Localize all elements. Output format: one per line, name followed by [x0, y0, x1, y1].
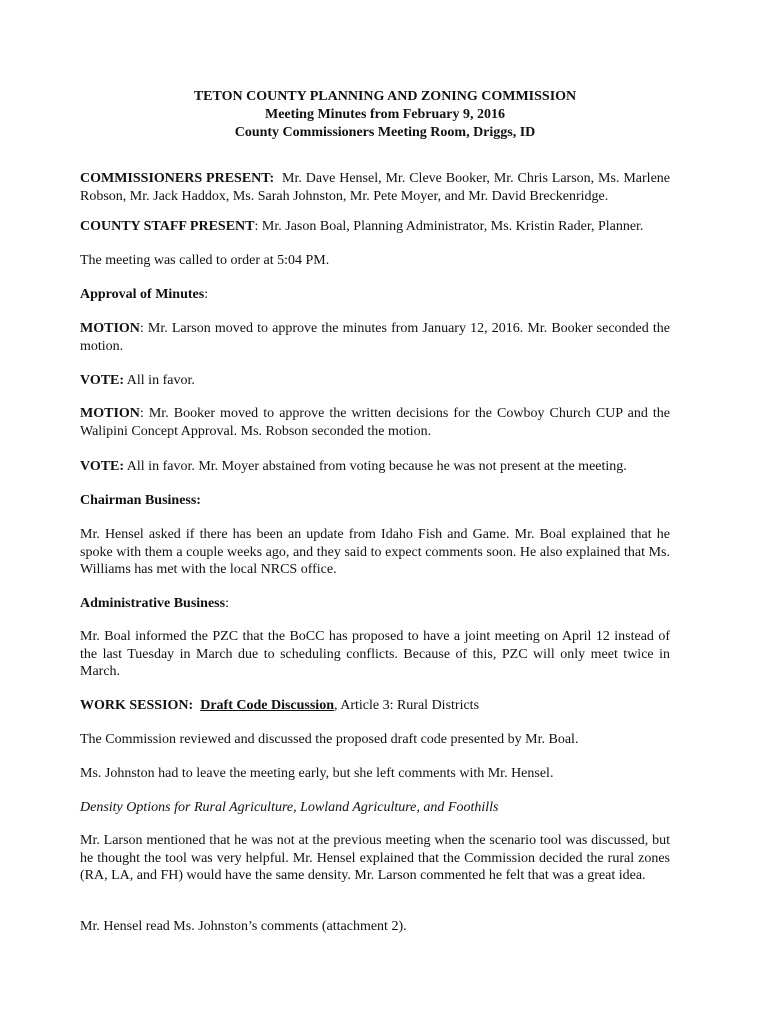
vote-text: All in favor. Mr. Moyer abstained from voting because he was not present at the meeting. [124, 459, 627, 474]
vote-label: VOTE: [80, 373, 125, 388]
density-options-heading: Density Options for Rural Agriculture, Lowland Agriculture, and Foothills [80, 800, 499, 815]
work-session-subject: , Article 3: Rural Districts [333, 698, 480, 713]
chairman-text: Mr. Hensel asked if there has been an update from Idaho Fish and Game. Mr. Boal explained that he spoke with them a couple weeks ago, and they said to expect comments soon. He also explained that Ms. Williams has met with the local NRCS office. [80, 527, 670, 578]
administrative-heading: Administrative Business: [80, 596, 229, 611]
administrative-text: Mr. Boal informed the PZC that the BoCC has proposed to have a joint meeting on April 12 instead of the last Tuesday in March due to scheduling conflicts. Because of this, PZC will only meet twice in March. [80, 629, 670, 680]
vote-label: VOTE: [80, 459, 125, 474]
motion-1 [80, 320, 670, 355]
commission-reviewed: The Commission reviewed and discussed the proposed draft code presented by Mr. Boal. [80, 732, 579, 747]
vote-2 [80, 458, 670, 476]
vote-text: All in favor. [124, 373, 195, 388]
call-to-order: The meeting was called to order at 5:04 PM. [80, 253, 330, 268]
administrative-label: Administrative Business [80, 596, 226, 611]
motion-text: : Mr. Larson moved to approve the minutes from January 12, 2016. Mr. Booker seconded the motion. [80, 321, 670, 354]
larson-paragraph: Mr. Larson mentioned that he was not at the previous meeting when the scenario tool was discussed, but he thought the tool was very helpful. Mr. Hensel explained that the Commission decided the rural zones (RA, LA, and FH) would have the same density. Mr. Larson commented he felt that was a great idea. [80, 833, 670, 884]
motion-2 [80, 405, 670, 440]
staff-present [80, 218, 670, 236]
motion-label: MOTION [80, 321, 140, 336]
motion-label: MOTION [80, 406, 140, 421]
johnston-left: Ms. Johnston had to leave the meeting early, but she left comments with Mr. Hensel. [80, 766, 554, 781]
approval-label: Approval of Minutes [80, 287, 205, 302]
work-session [80, 697, 670, 715]
commissioners-present [80, 170, 670, 205]
work-session-label: WORK SESSION: [80, 698, 194, 713]
staff-list: : Mr. Jason Boal, Planning Administrator, Ms. Kristin Rader, Planner. [254, 219, 644, 234]
chairman-heading: Chairman Business: [80, 493, 201, 508]
document-header [0, 88, 770, 142]
approval-heading: Approval of Minutes: [80, 287, 209, 302]
draft-code-title: Draft Code Discussion [200, 698, 334, 713]
staff-label: COUNTY STAFF PRESENT [80, 219, 255, 234]
commissioners-list: Mr. Dave Hensel, Mr. Cleve Booker, Mr. Chris Larson, Ms. Marlene Robson, Mr. Jack Haddox, Ms. Sarah Johnston, Mr. Pete Moyer, and Mr. David Breckenridge. [80, 171, 670, 204]
commissioners-label: COMMISSIONERS PRESENT: [80, 171, 275, 186]
header-title: TETON COUNTY PLANNING AND ZONING COMMISSION [193, 89, 577, 104]
header-location: County Commissioners Meeting Room, Driggs, ID [234, 125, 536, 140]
hensel-read-comments: Mr. Hensel read Ms. Johnston’s comments (attachment 2). [80, 919, 407, 934]
vote-1 [80, 372, 670, 390]
header-meeting-date: Meeting Minutes from February 9, 2016 [264, 107, 506, 122]
motion-text: : Mr. Booker moved to approve the written decisions for the Cowboy Church CUP and the Walipini Concept Approval. Ms. Robson seconded the motion. [80, 406, 670, 439]
